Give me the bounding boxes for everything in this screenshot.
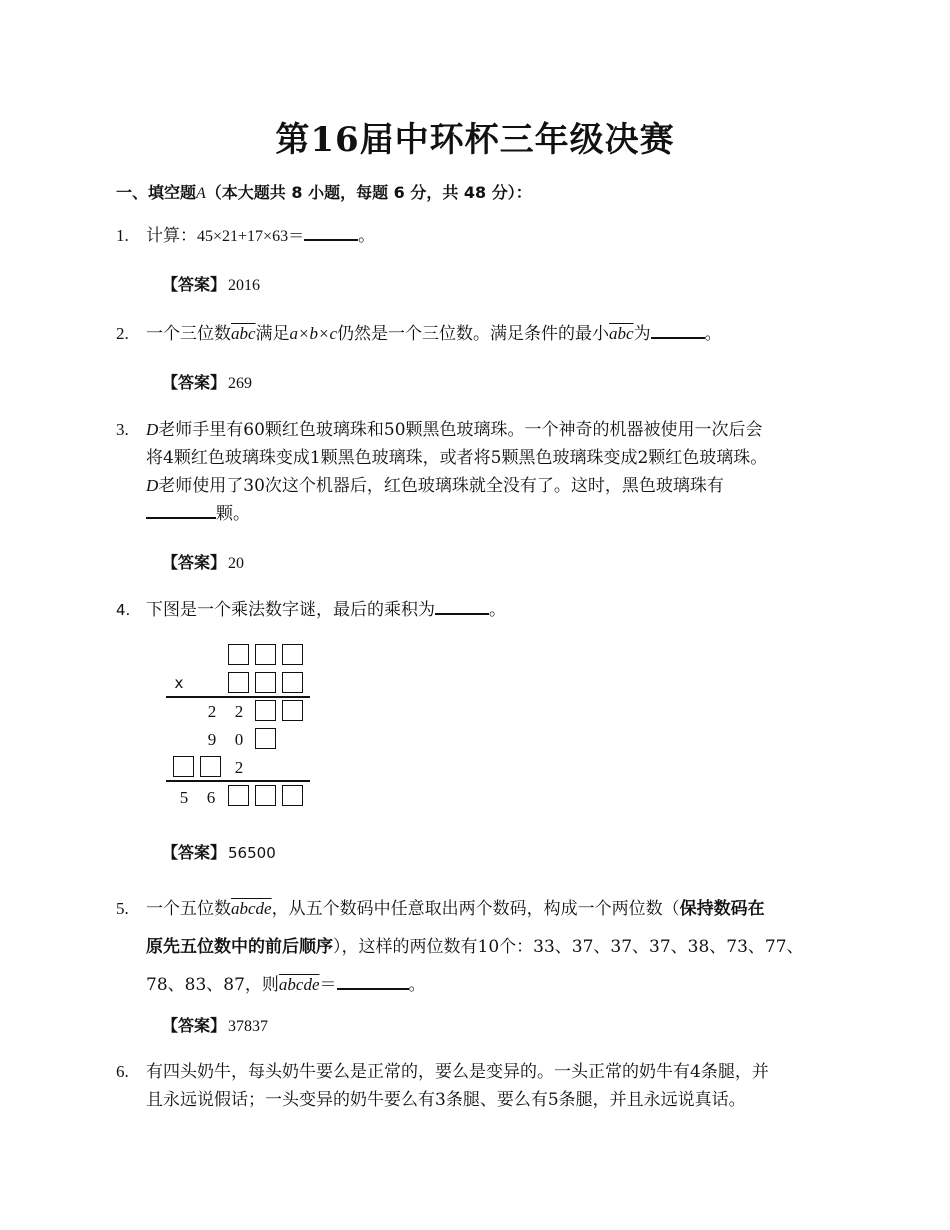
question-text: 下图是一个乘法数字谜，最后的乘积为: [146, 600, 435, 620]
digit-box: [282, 672, 303, 693]
question-number: 6.: [116, 1062, 129, 1081]
question-text: 计算：: [146, 226, 197, 246]
answer-blank: [651, 323, 705, 339]
answer-2: [162, 370, 252, 393]
question-4: [116, 596, 836, 624]
answer-1: [162, 272, 260, 295]
overline-number: $\overline{abc}$: [231, 324, 256, 343]
digit-box: [282, 700, 303, 721]
question-text: 有四头奶牛，每头奶牛要么是正常的，要么是变异的。一头正常的奶牛有4条腿，并: [146, 1062, 769, 1082]
question-2: [116, 320, 836, 348]
bold-text: 保持数码在: [679, 899, 765, 919]
answer-label: 【答案】: [162, 275, 227, 294]
puzzle-digit: 9: [207, 730, 217, 749]
math-expression: 45×21+17×63＝: [197, 228, 305, 245]
question-text: 且永远说假话；一头变异的奶牛要么有3条腿、要么有5条腿，并且永远说真话。: [146, 1090, 746, 1110]
answer-blank: [304, 225, 358, 241]
puzzle-digit: 2: [234, 702, 244, 721]
answer-value: 37837: [228, 1018, 269, 1035]
question-text: 老师使用了30次这个机器后，红色玻璃珠就全没有了。这时，黑色玻璃珠有: [158, 476, 724, 496]
digit-box: [282, 644, 303, 665]
question-number: 1.: [116, 226, 129, 245]
question-text: 满足: [255, 324, 290, 344]
question-text: 一个三位数: [146, 324, 231, 344]
section-heading: [116, 180, 532, 203]
answer-blank: [435, 599, 489, 615]
answer-label: 【答案】: [162, 373, 227, 392]
question-text: 颗。: [216, 504, 250, 524]
answer-blank: [337, 974, 409, 990]
digit-box: [228, 672, 249, 693]
question-1: [116, 222, 836, 251]
section-letter: A: [196, 185, 206, 202]
multiplication-puzzle: [160, 638, 320, 818]
question-5: [116, 890, 846, 1004]
question-6: [116, 1058, 836, 1114]
answer-label: 【答案】: [162, 843, 227, 862]
question-number: 3.: [116, 420, 129, 439]
puzzle-digit: 2: [207, 702, 217, 721]
question-text: 将4颗红色玻璃珠变成1颗黑色玻璃珠，或者将5颗黑色玻璃珠变成2颗红色玻璃珠。: [146, 448, 768, 468]
question-text: 。: [704, 324, 722, 344]
question-number: 5.: [116, 899, 129, 918]
answer-value: 56500: [228, 844, 276, 862]
question-text: 仍然是一个三位数。满足条件的最小: [337, 324, 610, 344]
answer-4: [162, 840, 276, 863]
answer-5: [162, 1013, 268, 1036]
digit-box: [255, 644, 276, 665]
answer-3: [162, 550, 244, 573]
question-number: 2.: [116, 324, 129, 343]
puzzle-digit: 2: [234, 758, 244, 777]
answer-value: 2016: [228, 277, 261, 294]
question-text: 为: [633, 324, 651, 344]
question-text: ＝: [319, 975, 337, 995]
question-text: 。: [489, 600, 506, 620]
digit-box: [228, 785, 249, 806]
overline-number: abcde: [231, 899, 272, 918]
digit-box: [282, 785, 303, 806]
question-text: 老师手里有60颗红色玻璃珠和50颗黑色玻璃珠。一个神奇的机器被使用一次后会: [158, 420, 763, 440]
digit-box: [255, 785, 276, 806]
bold-text: 原先五位数中的前后顺序: [146, 937, 333, 957]
digit-box: [255, 728, 276, 749]
overline-number: abcde: [278, 975, 320, 994]
section-prefix: 一、填空题: [116, 183, 197, 202]
digit-box: [173, 756, 194, 777]
question-3: [116, 416, 836, 528]
answer-label: 【答案】: [162, 1016, 227, 1035]
puzzle-digit: 6: [206, 788, 216, 807]
puzzle-digit: 5: [179, 788, 189, 807]
answer-value: 269: [228, 375, 253, 392]
question-text: ，从五个数码中任意取出两个数码，构成一个两位数（: [271, 899, 680, 919]
teacher-letter: D: [146, 420, 159, 439]
digit-box: [228, 644, 249, 665]
question-text: 。: [358, 226, 376, 246]
rule-line: [166, 696, 310, 698]
question-number: 4.: [116, 601, 131, 619]
digit-box: [255, 672, 276, 693]
question-text: 。: [408, 975, 426, 995]
rule-line: [166, 780, 310, 782]
answer-blank: [146, 503, 216, 519]
overline-number: $\overline{abc}$: [609, 324, 634, 343]
teacher-letter: D: [146, 476, 159, 495]
page-title: 第16届中环杯三年级决赛: [275, 120, 675, 160]
question-text: 一个五位数: [146, 899, 231, 919]
digit-box: [255, 700, 276, 721]
times-sign: x: [174, 674, 184, 692]
digit-box: [200, 756, 221, 777]
question-text: ），这样的两位数有10个：33、37、37、37、38、73、77、: [333, 937, 804, 957]
answer-value: 20: [228, 555, 245, 572]
section-suffix: （本大题共 8 小题，每题 6 分，共 48 分）：: [205, 183, 532, 202]
puzzle-digit: 0: [234, 730, 244, 749]
math-expression: a×b×c: [289, 324, 338, 343]
answer-label: 【答案】: [162, 553, 227, 572]
question-text: 78、83、87，则: [146, 975, 279, 995]
